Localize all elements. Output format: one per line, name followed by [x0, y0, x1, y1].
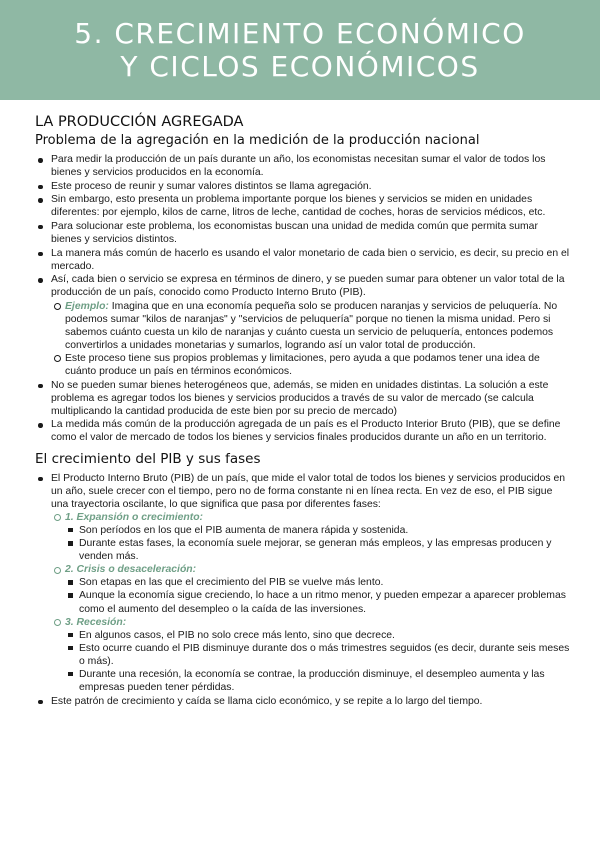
phase-item: [51, 511, 570, 563]
detail-item: En algunos casos, el PIB no solo crece más lento, sino que decrece.: [65, 629, 570, 642]
list-item: [35, 472, 570, 695]
example-label: Ejemplo:: [65, 300, 109, 312]
detail-item: Esto ocurre cuando el PIB disminuye durante dos o más trimestres seguidos (es decir, durante seis meses o más).: [65, 642, 570, 668]
list-item: Para solucionar este problema, los economistas buscan una unidad de medida común que permita sumar bienes y servicios distintos.: [35, 220, 570, 246]
example-item: [51, 300, 570, 352]
phase-details: [65, 576, 570, 615]
detail-item: Durante estas fases, la economía suele mejorar, se generan más empleos, y las empresas producen y venden más.: [65, 537, 570, 563]
page-title-line-2: Y CICLOS ECONÓMICOS: [120, 50, 480, 83]
page-title-line-1: 5. CRECIMIENTO ECONÓMICO: [74, 17, 526, 50]
phase-details: [65, 524, 570, 563]
list-item: La manera más común de hacerlo es usando el valor monetario de cada bien o servicio, es decir, su precio en el mercado.: [35, 247, 570, 273]
list-item: La medida más común de la producción agregada de un país es el Producto Interior Bruto (PIB), que se define como el valor de mercado de todos los bienes y servicios finales producidos durante un año en un territorio.: [35, 418, 570, 444]
phase-label: 3. Recesión:: [65, 616, 127, 628]
list-item: Para medir la producción de un país durante un año, los economistas necesitan sumar el valor de todos los bienes y servicios producidos en la economía.: [35, 153, 570, 179]
list-item: Este proceso de reunir y sumar valores distintos se llama agregación.: [35, 180, 570, 193]
phase-item: [51, 616, 570, 695]
list-item-text: Así, cada bien o servicio se expresa en términos de dinero, y se pueden sumar para obtener un valor total de la producción de un país, conocido como Producto Interno Bruto (PIB).: [51, 274, 565, 299]
detail-item: Son períodos en los que el PIB aumenta de manera rápida y sostenida.: [65, 524, 570, 537]
phases-list: [51, 511, 570, 694]
gdp-list: [35, 472, 570, 708]
detail-item: Aunque la economía sigue creciendo, lo hace a un ritmo menor, y pueden empezar a aparecer problemas como el aumento del desempleo o la caída de las inversiones.: [65, 589, 570, 615]
aggregation-list: [35, 153, 570, 445]
phase-details: [65, 629, 570, 694]
subheading-gdp-growth: El crecimiento del PIB y sus fases: [35, 450, 261, 467]
subheading-aggregation: Problema de la agregación en la medición de la producción nacional: [35, 133, 480, 148]
document-body: [0, 100, 600, 708]
note-item: Este proceso tiene sus propios problemas y limitaciones, pero ayuda a que podamos tener una idea de cuánto produce un país en términos económicos.: [51, 352, 570, 378]
list-item: [35, 273, 570, 378]
gdp-intro: El Producto Interno Bruto (PIB) de un país, que mide el valor total de todos los bienes y servicios producidos en un año, suele crecer con el tiempo, pero no de forma constante ni en línea recta. En vez de eso, el PIB sigue una trayectoria oscilante, lo que significa que pasa por diferentes fases:: [51, 472, 566, 510]
phase-label: 2. Crisis o desaceleración:: [65, 564, 197, 576]
list-item: Sin embargo, esto presenta un problema importante porque los bienes y servicios se miden en unidades diferentes: por ejemplo, kilos de carne, litros de leche, cantidad de coches, horas de servicios médicos, etc.: [35, 193, 570, 219]
section-heading: LA PRODUCCIÓN AGREGADA: [35, 114, 244, 130]
detail-item: Durante una recesión, la economía se contrae, la producción disminuye, el desempleo aumenta y las empresas pueden tener pérdidas.: [65, 668, 570, 694]
example-text: Imagina que en una economía pequeña solo se producen naranjas y servicios de peluquería. No podemos sumar "kilos de naranjas" y "servicios de peluquería" porque no tienen la misma unidad. Pero si sabemos cuánto cuesta un kilo de naranjas y cuánto cuesta un servicio de peluquería, entonces podemos convertirlos a unidades monetarias y sumarlos, logrando así un valor total de producción.: [65, 300, 558, 351]
title-banner: [0, 0, 600, 100]
list-item: Este patrón de crecimiento y caída se llama ciclo económico, y se repite a lo largo del tiempo.: [35, 695, 570, 708]
list-item: No se pueden sumar bienes heterogéneos que, además, se miden en unidades distintas. La solución a este problema es agregar todos los bienes y servicios producidos a través de su valor de mercado (se calcula multiplicando la cantidad producida de este bien por su precio de mercado): [35, 379, 570, 418]
example-sublist: [51, 300, 570, 379]
detail-item: Son etapas en las que el crecimiento del PIB se vuelve más lento.: [65, 576, 570, 589]
phase-item: [51, 563, 570, 615]
phase-label: 1. Expansión o crecimiento:: [65, 511, 204, 523]
